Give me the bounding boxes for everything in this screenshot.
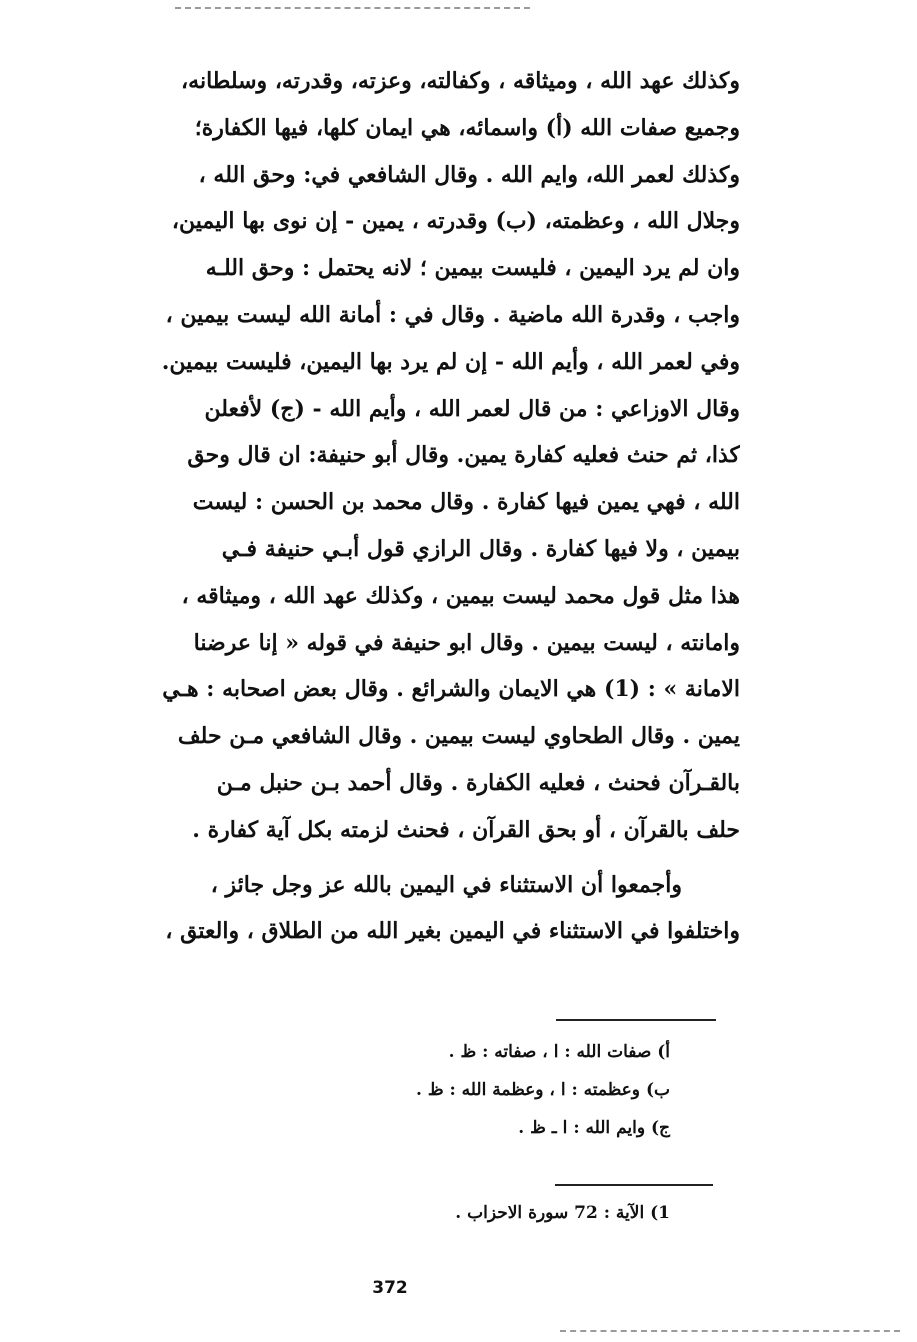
text-line: وكذلك عهد الله ، وميثاقه ، وكفالته، وعزته، وقدرته، وسلطانه، xyxy=(181,68,740,94)
footnotes-variants xyxy=(360,1033,670,1147)
text-line: وامانته ، ليست بيمين . وقال ابو حنيفة في قوله « إنا عرضنا xyxy=(193,629,740,656)
text-line: كذا، ثم حنث فعليه كفارة يمين. وقال أبو حنيفة: ان قال وحق xyxy=(187,442,740,469)
footnote-b: ب) وعظمته : ا ، وعظمة الله : ظ . xyxy=(416,1080,670,1100)
text-line: وقال الاوزاعي : من قال لعمر الله ، وأيم الله - (ج) لأفعلن xyxy=(204,395,740,422)
text-line: الله ، فهي يمين فيها كفارة . وقال محمد بن الحسن : ليست xyxy=(192,489,740,516)
text-line: بيمين ، ولا فيها كفارة . وقال الرازي قول أبـي حنيفة فـي xyxy=(221,535,740,562)
text-line: وكذلك لعمر الله، وايم الله . وقال الشافعي في: وحق الله ، xyxy=(198,161,740,188)
text-line: هذا مثل قول محمد ليست بيمين ، وكذلك عهد الله ، وميثاقه ، xyxy=(181,582,740,609)
text-line: وجلال الله ، وعظمته، (ب) وقدرته ، يمين - إن نوى بها اليمين، xyxy=(171,208,740,235)
bottom-dashed-rule xyxy=(560,1330,900,1332)
footnote-c: ج) وايم الله : ا ـ ظ . xyxy=(518,1118,670,1138)
text-line: واختلفوا في الاستثناء في اليمين بغير الله من الطلاق ، والعتق ، xyxy=(165,918,740,945)
text-line: وان لم يرد اليمين ، فليست بيمين ؛ لانه يحتمل : وحق اللـه xyxy=(205,255,740,282)
text-line: وفي لعمر الله ، وأيم الله - إن لم يرد بها اليمين، فليست بيمين. xyxy=(161,348,740,375)
text-line: حلف بالقرآن ، أو بحق القرآن ، فحنث لزمته بكل آية كفارة . xyxy=(192,816,740,843)
text-line: وجميع صفات الله (أ) واسمائه، هي ايمان كلها، فيها الكفارة؛ xyxy=(194,114,740,141)
footnote-separator xyxy=(556,1019,716,1021)
text-line-paragraph-start: وأجمعوا أن الاستثناء في اليمين بالله عز وجل جائز ، xyxy=(210,871,682,898)
text-line: بالقـرآن فحنث ، فعليه الكفارة . وقال أحمد بـن حنبل مـن xyxy=(216,769,740,796)
footnote-1: 1) الآية : 72 سورة الاحزاب . xyxy=(455,1203,670,1223)
main-text xyxy=(98,58,740,955)
footnote-a: أ) صفات الله : ا ، صفاته : ظ . xyxy=(448,1042,670,1062)
text-line: يمين . وقال الطحاوي ليست بيمين . وقال الشافعي مـن حلف xyxy=(177,723,740,750)
text-line: الامانة » : (1) هي الايمان والشرائع . وقال بعض اصحابه : هـي xyxy=(162,676,740,703)
footnote-separator-2 xyxy=(555,1184,713,1186)
top-dashed-rule xyxy=(175,7,530,9)
page-number: 372 xyxy=(372,1278,408,1298)
text-line: واجب ، وقدرة الله ماضية . وقال في : أمانة الله ليست بيمين ، xyxy=(165,301,740,328)
